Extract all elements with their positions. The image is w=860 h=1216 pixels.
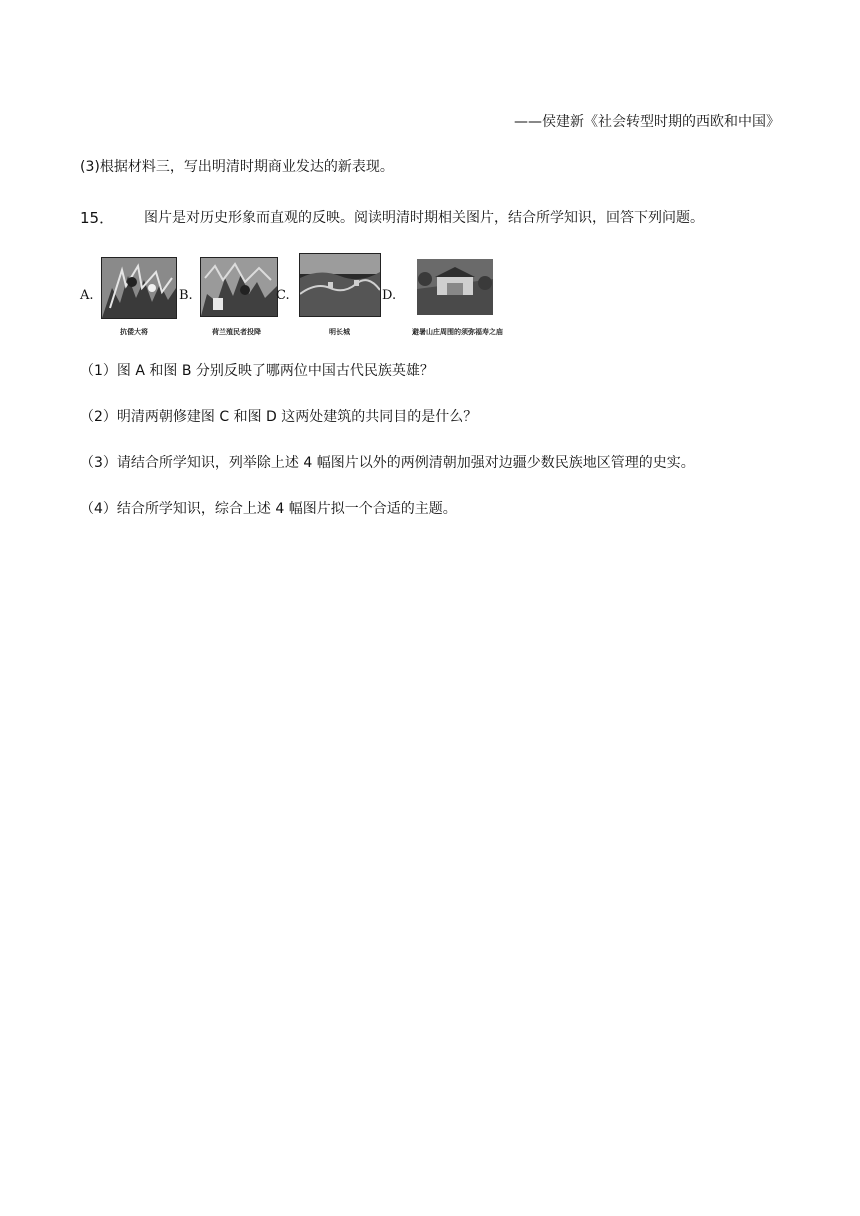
material-source-line: ——侯建新《社会转型时期的西欧和中国》 [514, 114, 780, 130]
question-stem: 图片是对历史形象而直观的反映。阅读明清时期相关图片，结合所学知识，回答下列问题。 [144, 210, 704, 226]
option-c-caption: 明长城 [329, 328, 350, 336]
sub-question-2: （2）明清两朝修建图 C 和图 D 这两处建筑的共同目的是什么？ [80, 409, 478, 425]
option-d-letter: D. [382, 288, 397, 303]
option-b-caption: 荷兰殖民者投降 [212, 328, 261, 336]
option-a-letter: A. [80, 288, 94, 303]
option-a-image [101, 257, 177, 319]
option-d-image [417, 259, 493, 315]
option-a-caption: 抗倭大将 [120, 328, 148, 336]
sub-question-1: （1）图 A 和图 B 分别反映了哪两位中国古代民族英雄？ [80, 363, 434, 379]
sub-question-3: （3）请结合所学知识，列举除上述 4 幅图片以外的两例清朝加强对边疆少数民族地区管理的史实。 [80, 455, 695, 471]
option-b-image [200, 257, 278, 317]
option-c-image [299, 253, 381, 317]
sub-question-4: （4）结合所学知识，综合上述 4 幅图片拟一个合适的主题。 [80, 501, 457, 517]
option-c-letter: C. [276, 288, 290, 303]
question-number: 15． [80, 209, 115, 227]
option-d-caption: 避暑山庄周围的须弥福寿之庙 [412, 328, 503, 336]
question-3-text: (3)根据材料三，写出明清时期商业发达的新表现。 [80, 159, 394, 175]
option-b-letter: B. [179, 288, 193, 303]
